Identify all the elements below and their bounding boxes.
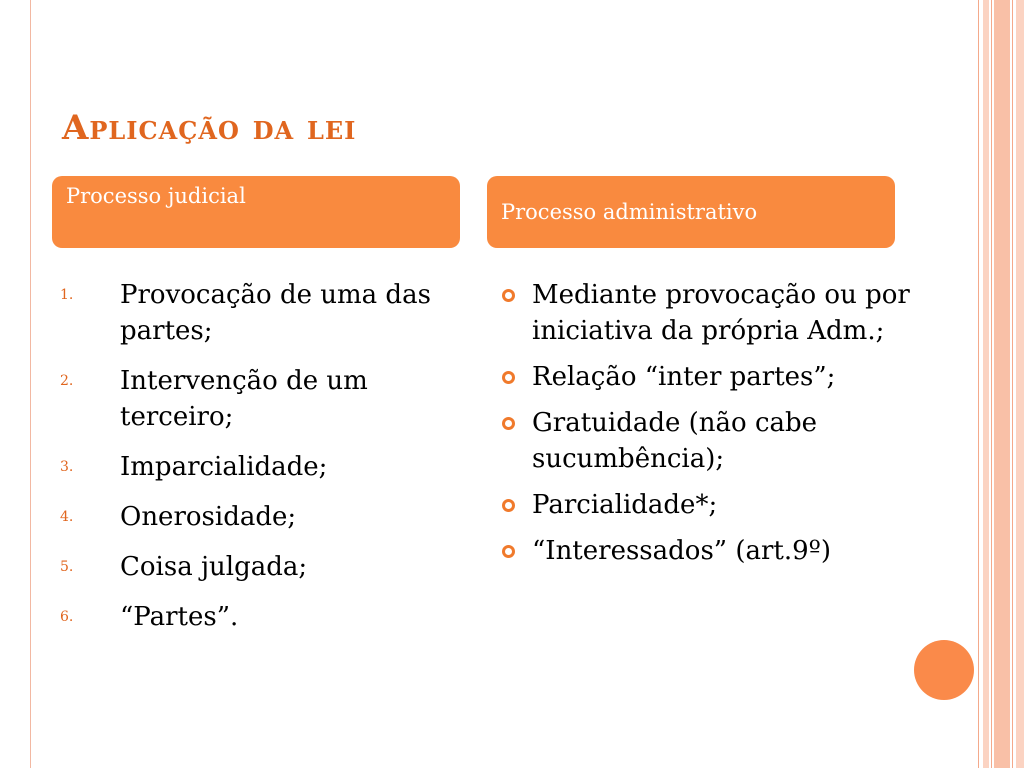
- list-item-text: “Partes”.: [120, 602, 239, 632]
- list-item: [60, 499, 460, 535]
- decorative-stripe: [1012, 0, 1013, 768]
- list-item: [500, 487, 910, 523]
- ring-bullet-icon: [502, 499, 515, 512]
- left-border-line: [30, 0, 31, 768]
- decorative-stripe: [991, 0, 992, 768]
- list-item-text: Coisa julgada;: [120, 552, 308, 582]
- list-number: 5.: [60, 559, 74, 575]
- list-item: [500, 277, 910, 349]
- list-item-text: Imparcialidade;: [120, 452, 328, 482]
- bullet-list: [500, 277, 910, 579]
- list-number: 2.: [60, 373, 74, 389]
- list-item: [60, 449, 460, 485]
- list-item-text: Mediante provocação ou por iniciativa da própria Adm.;: [532, 280, 910, 346]
- list-item-text: Gratuidade (não cabe sucumbência);: [532, 408, 818, 474]
- list-number: 1.: [60, 287, 74, 303]
- list-item: [500, 533, 910, 569]
- slide-title: Aplicação da lei: [62, 108, 357, 148]
- list-number: 4.: [60, 509, 74, 525]
- ring-bullet-icon: [502, 371, 515, 384]
- list-item: [60, 549, 460, 585]
- header-label: Processo judicial: [66, 184, 246, 208]
- header-processo-judicial: [52, 176, 460, 248]
- list-number: 3.: [60, 459, 74, 475]
- decorative-stripe: [983, 0, 989, 768]
- list-item-text: Onerosidade;: [120, 502, 297, 532]
- list-item-text: Intervenção de um terceiro;: [120, 366, 368, 432]
- list-item-text: “Interessados” (art.9º): [532, 536, 832, 566]
- list-item: [500, 359, 910, 395]
- numbered-list: [60, 277, 460, 649]
- list-item: [60, 363, 460, 435]
- header-label: Processo administrativo: [501, 200, 758, 224]
- list-item-text: Provocação de uma das partes;: [120, 280, 431, 346]
- ring-bullet-icon: [502, 545, 515, 558]
- ring-bullet-icon: [502, 417, 515, 430]
- list-item-text: Relação “inter partes”;: [532, 362, 836, 392]
- decorative-stripe: [1016, 0, 1024, 768]
- list-item: [60, 277, 460, 349]
- list-item: [500, 405, 910, 477]
- list-item-text: Parcialidade*;: [532, 490, 718, 520]
- ring-bullet-icon: [502, 289, 515, 302]
- list-item: [60, 599, 460, 635]
- decorative-circle: [914, 640, 974, 700]
- decorative-stripe: [978, 0, 979, 768]
- header-processo-administrativo: [487, 176, 895, 248]
- decorative-stripe: [994, 0, 1010, 768]
- list-number: 6.: [60, 609, 74, 625]
